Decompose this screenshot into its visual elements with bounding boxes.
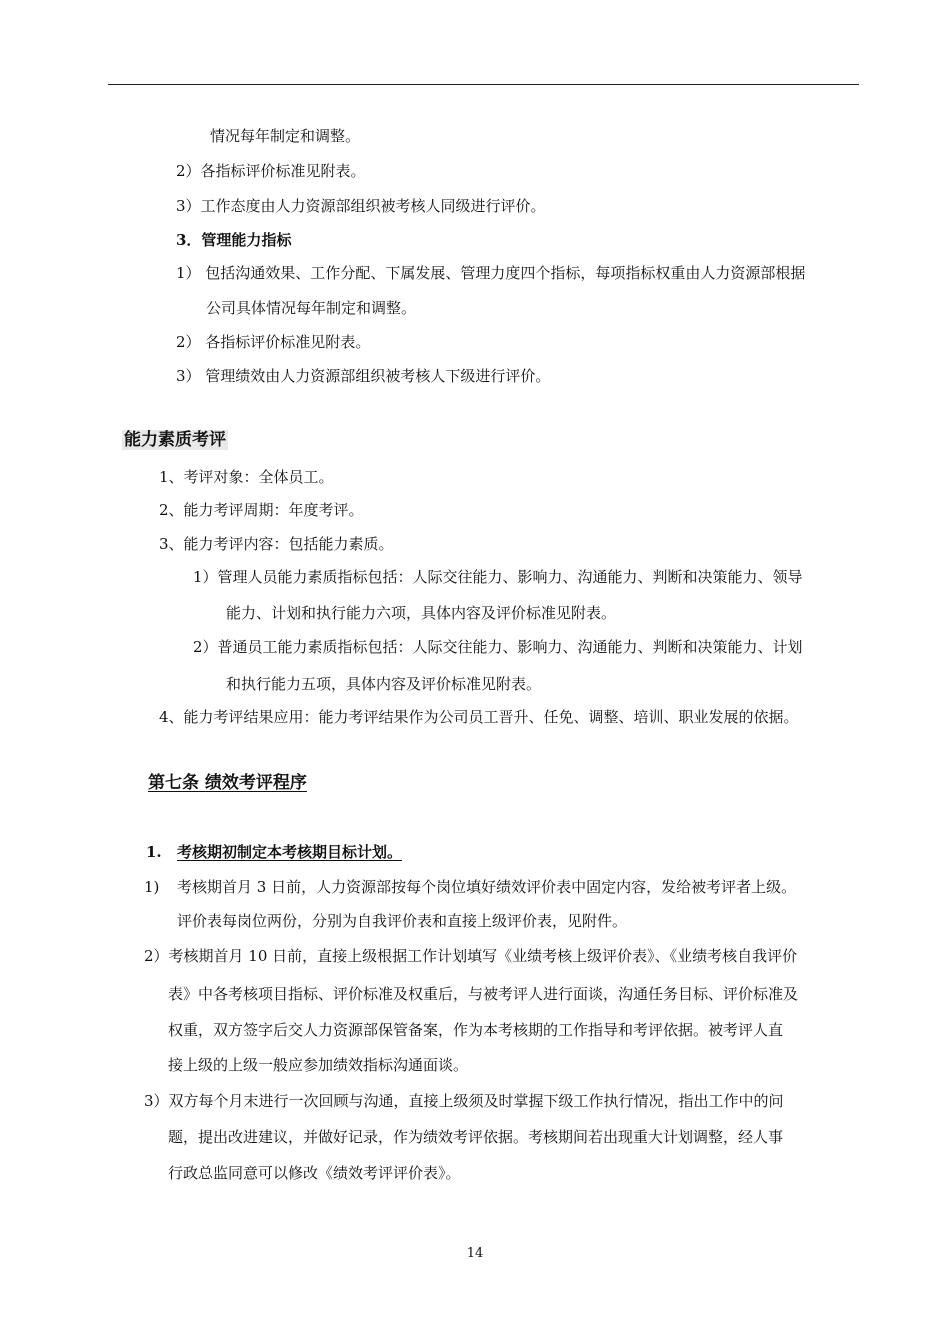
step-number: 1. <box>146 843 162 861</box>
step-title: 考核期初制定本考核期目标计划。 <box>177 843 403 861</box>
section-heading <box>122 430 228 450</box>
text-line: 表》中各考核项目指标、评价标准及权重后，与被考评人进行面谈，沟通任务目标、评价标准及 <box>168 985 799 1003</box>
text-line: 题，提出改进建议，并做好记录，作为绩效考评依据。考核期间若出现重大计划调整，经人事 <box>168 1128 784 1146</box>
text-line: 2） 各指标评价标准见附表。 <box>176 333 371 351</box>
list-item: 1）管理人员能力素质指标包括：人际交往能力、影响力、沟通能力、判断和决策能力、领导 <box>193 568 803 586</box>
list-item: 2）考核期首月 10 日前，直接上级根据工作计划填写《业绩考核上级评价表》、《业绩考核自我评价 <box>144 947 798 965</box>
text-line: 接上级的上级一般应参加绩效指标沟通面谈。 <box>168 1056 469 1074</box>
text-line: 3） 管理绩效由人力资源部组织被考核人下级进行评价。 <box>176 367 551 385</box>
article-heading: 第七条 绩效考评程序 <box>148 773 307 793</box>
list-item: 2、能力考评周期：年度考评。 <box>159 501 364 519</box>
text-line: 1） 包括沟通效果、工作分配、下属发展、管理力度四个指标，每项指标权重由人力资源部根据 <box>176 264 806 282</box>
text-line: 权重，双方签字后交人力资源部保管备案，作为本考核期的工作指导和考评依据。被考评人直 <box>168 1021 784 1039</box>
text-line: 和执行能力五项，具体内容及评价标准见附表。 <box>226 675 542 693</box>
text-line: 能力、计划和执行能力六项，具体内容及评价标准见附表。 <box>226 604 617 622</box>
subheading: 3．管理能力指标 <box>176 231 292 249</box>
list-item: 1、考评对象：全体员工。 <box>159 468 334 486</box>
header-rule <box>108 84 859 85</box>
text-line: 公司具体情况每年制定和调整。 <box>206 299 417 317</box>
list-item: 3）双方每个月末进行一次回顾与沟通，直接上级须及时掌握下级工作执行情况，指出工作中的问 <box>144 1092 784 1110</box>
page-number: 14 <box>466 1246 484 1261</box>
text-line: 情况每年制定和调整。 <box>210 127 361 145</box>
list-item: 4、能力考评结果应用：能力考评结果作为公司员工晋升、任免、调整、培训、职业发展的依据。 <box>159 708 799 726</box>
text-line: 3）工作态度由人力资源部组织被考核人同级进行评价。 <box>176 197 546 215</box>
section-heading-text: 能力素质考评 <box>124 430 226 450</box>
text-line: 2）各指标评价标准见附表。 <box>176 162 366 180</box>
list-item: 2）普通员工能力素质指标包括：人际交往能力、影响力、沟通能力、判断和决策能力、计划 <box>193 638 803 656</box>
text-line: 行政总监同意可以修改《绩效考评评价表》。 <box>168 1164 461 1182</box>
text-line: 评价表每岗位两份，分别为自我评价表和直接上级评价表，见附件。 <box>177 912 628 930</box>
list-marker: 1) <box>144 878 160 896</box>
text-line: 考核期首月 3 日前，人力资源部按每个岗位填好绩效评价表中固定内容，发给被考评者上级。 <box>177 878 797 896</box>
list-item: 3、能力考评内容：包括能力素质。 <box>159 535 394 553</box>
